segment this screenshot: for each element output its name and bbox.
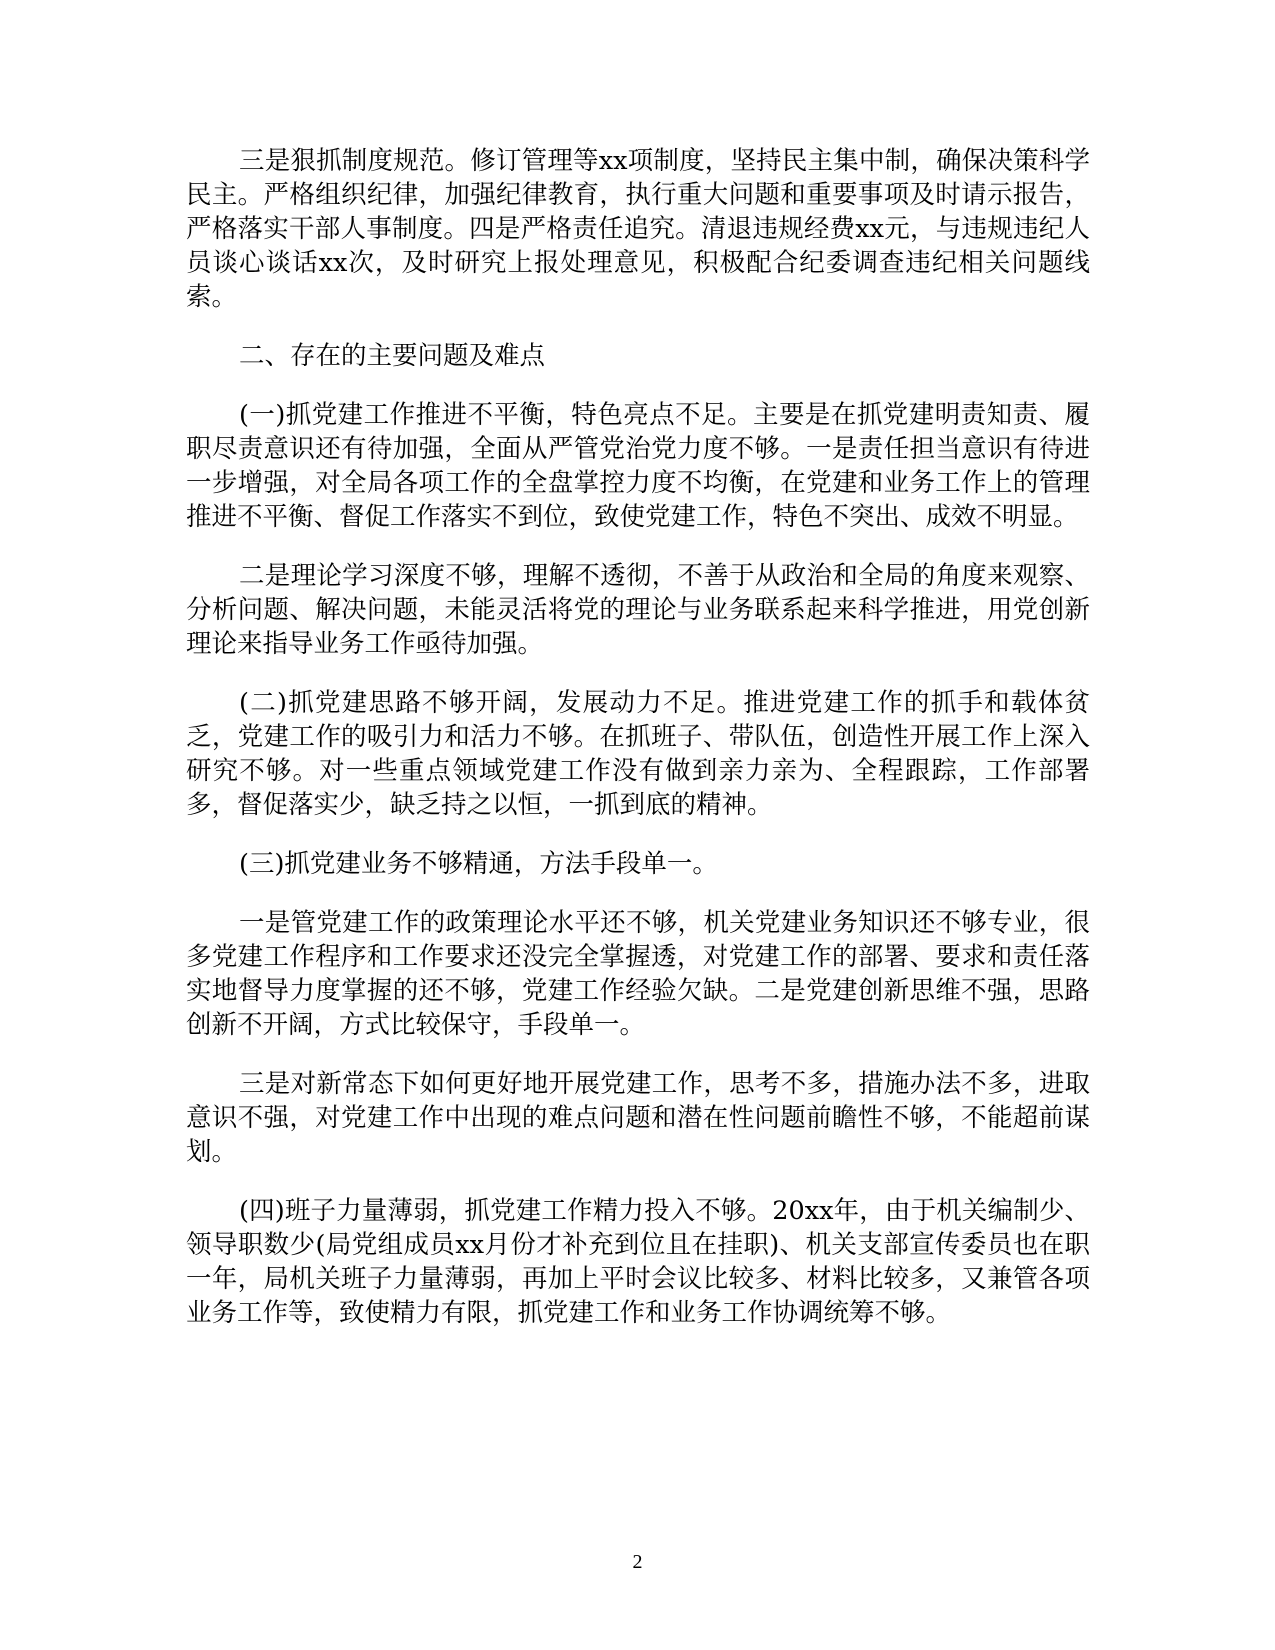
paragraph-8: (四)班子力量薄弱，抓党建工作精力投入不够。20xx年，由于机关编制少、领导职数少(局党组成员xx月份才补充到位且在挂职)、机关支部宣传委员也在职一年，局机关班子力量薄弱，再加上平时会议比较多、材料比较多，又兼管各项业务工作等，致使精力有限，抓党建工作和业务工作协调统筹不够。 [186, 1196, 1090, 1328]
paragraph-2: (一)抓党建工作推进不平衡，特色亮点不足。主要是在抓党建明责知责、履职尽责意识还有待加强，全面从严管党治党力度不够。一是责任担当意识有待进一步增强，对全局各项工作的全盘掌控力度不均衡，在党建和业务工作上的管理推进不平衡、督促工作落实不到位，致使党建工作，特色不突出、成效不明显。 [186, 400, 1090, 532]
paragraph-5: (三)抓党建业务不够精通，方法手段单一。 [239, 849, 718, 879]
paragraph-1: 三是狠抓制度规范。修订管理等xx项制度，坚持民主集中制，确保决策科学民主。严格组织纪律，加强纪律教育，执行重大问题和重要事项及时请示报告，严格落实干部人事制度。四是严格责任追究。清退违规经费xx元，与违规违纪人员谈心谈话xx次，及时研究上报处理意见，积极配合纪委调查违纪相关问题线索。 [186, 146, 1090, 312]
section-heading: 二、存在的主要问题及难点 [239, 341, 546, 371]
paragraph-7: 三是对新常态下如何更好地开展党建工作，思考不多，措施办法不多，进取意识不强，对党建工作中出现的难点问题和潜在性问题前瞻性不够，不能超前谋划。 [186, 1069, 1090, 1167]
paragraph-6: 一是管党建工作的政策理论水平还不够，机关党建业务知识还不够专业，很多党建工作程序和工作要求还没完全掌握透，对党建工作的部署、要求和责任落实地督导力度掌握的还不够，党建工作经验欠缺。二是党建创新思维不强，思路创新不开阔，方式比较保守，手段单一。 [186, 908, 1090, 1040]
paragraph-3: 二是理论学习深度不够，理解不透彻，不善于从政治和全局的角度来观察、分析问题、解决问题，未能灵活将党的理论与业务联系起来科学推进，用党创新理论来指导业务工作亟待加强。 [186, 561, 1090, 659]
page-number: 2 [632, 1551, 643, 1573]
document-body [186, 144, 1090, 1355]
paragraph-4: (二)抓党建思路不够开阔，发展动力不足。推进党建工作的抓手和载体贫乏，党建工作的吸引力和活力不够。在抓班子、带队伍，创造性开展工作上深入研究不够。对一些重点领域党建工作没有做到亲力亲为、全程跟踪，工作部署多，督促落实少，缺乏持之以恒，一抓到底的精神。 [186, 688, 1090, 820]
